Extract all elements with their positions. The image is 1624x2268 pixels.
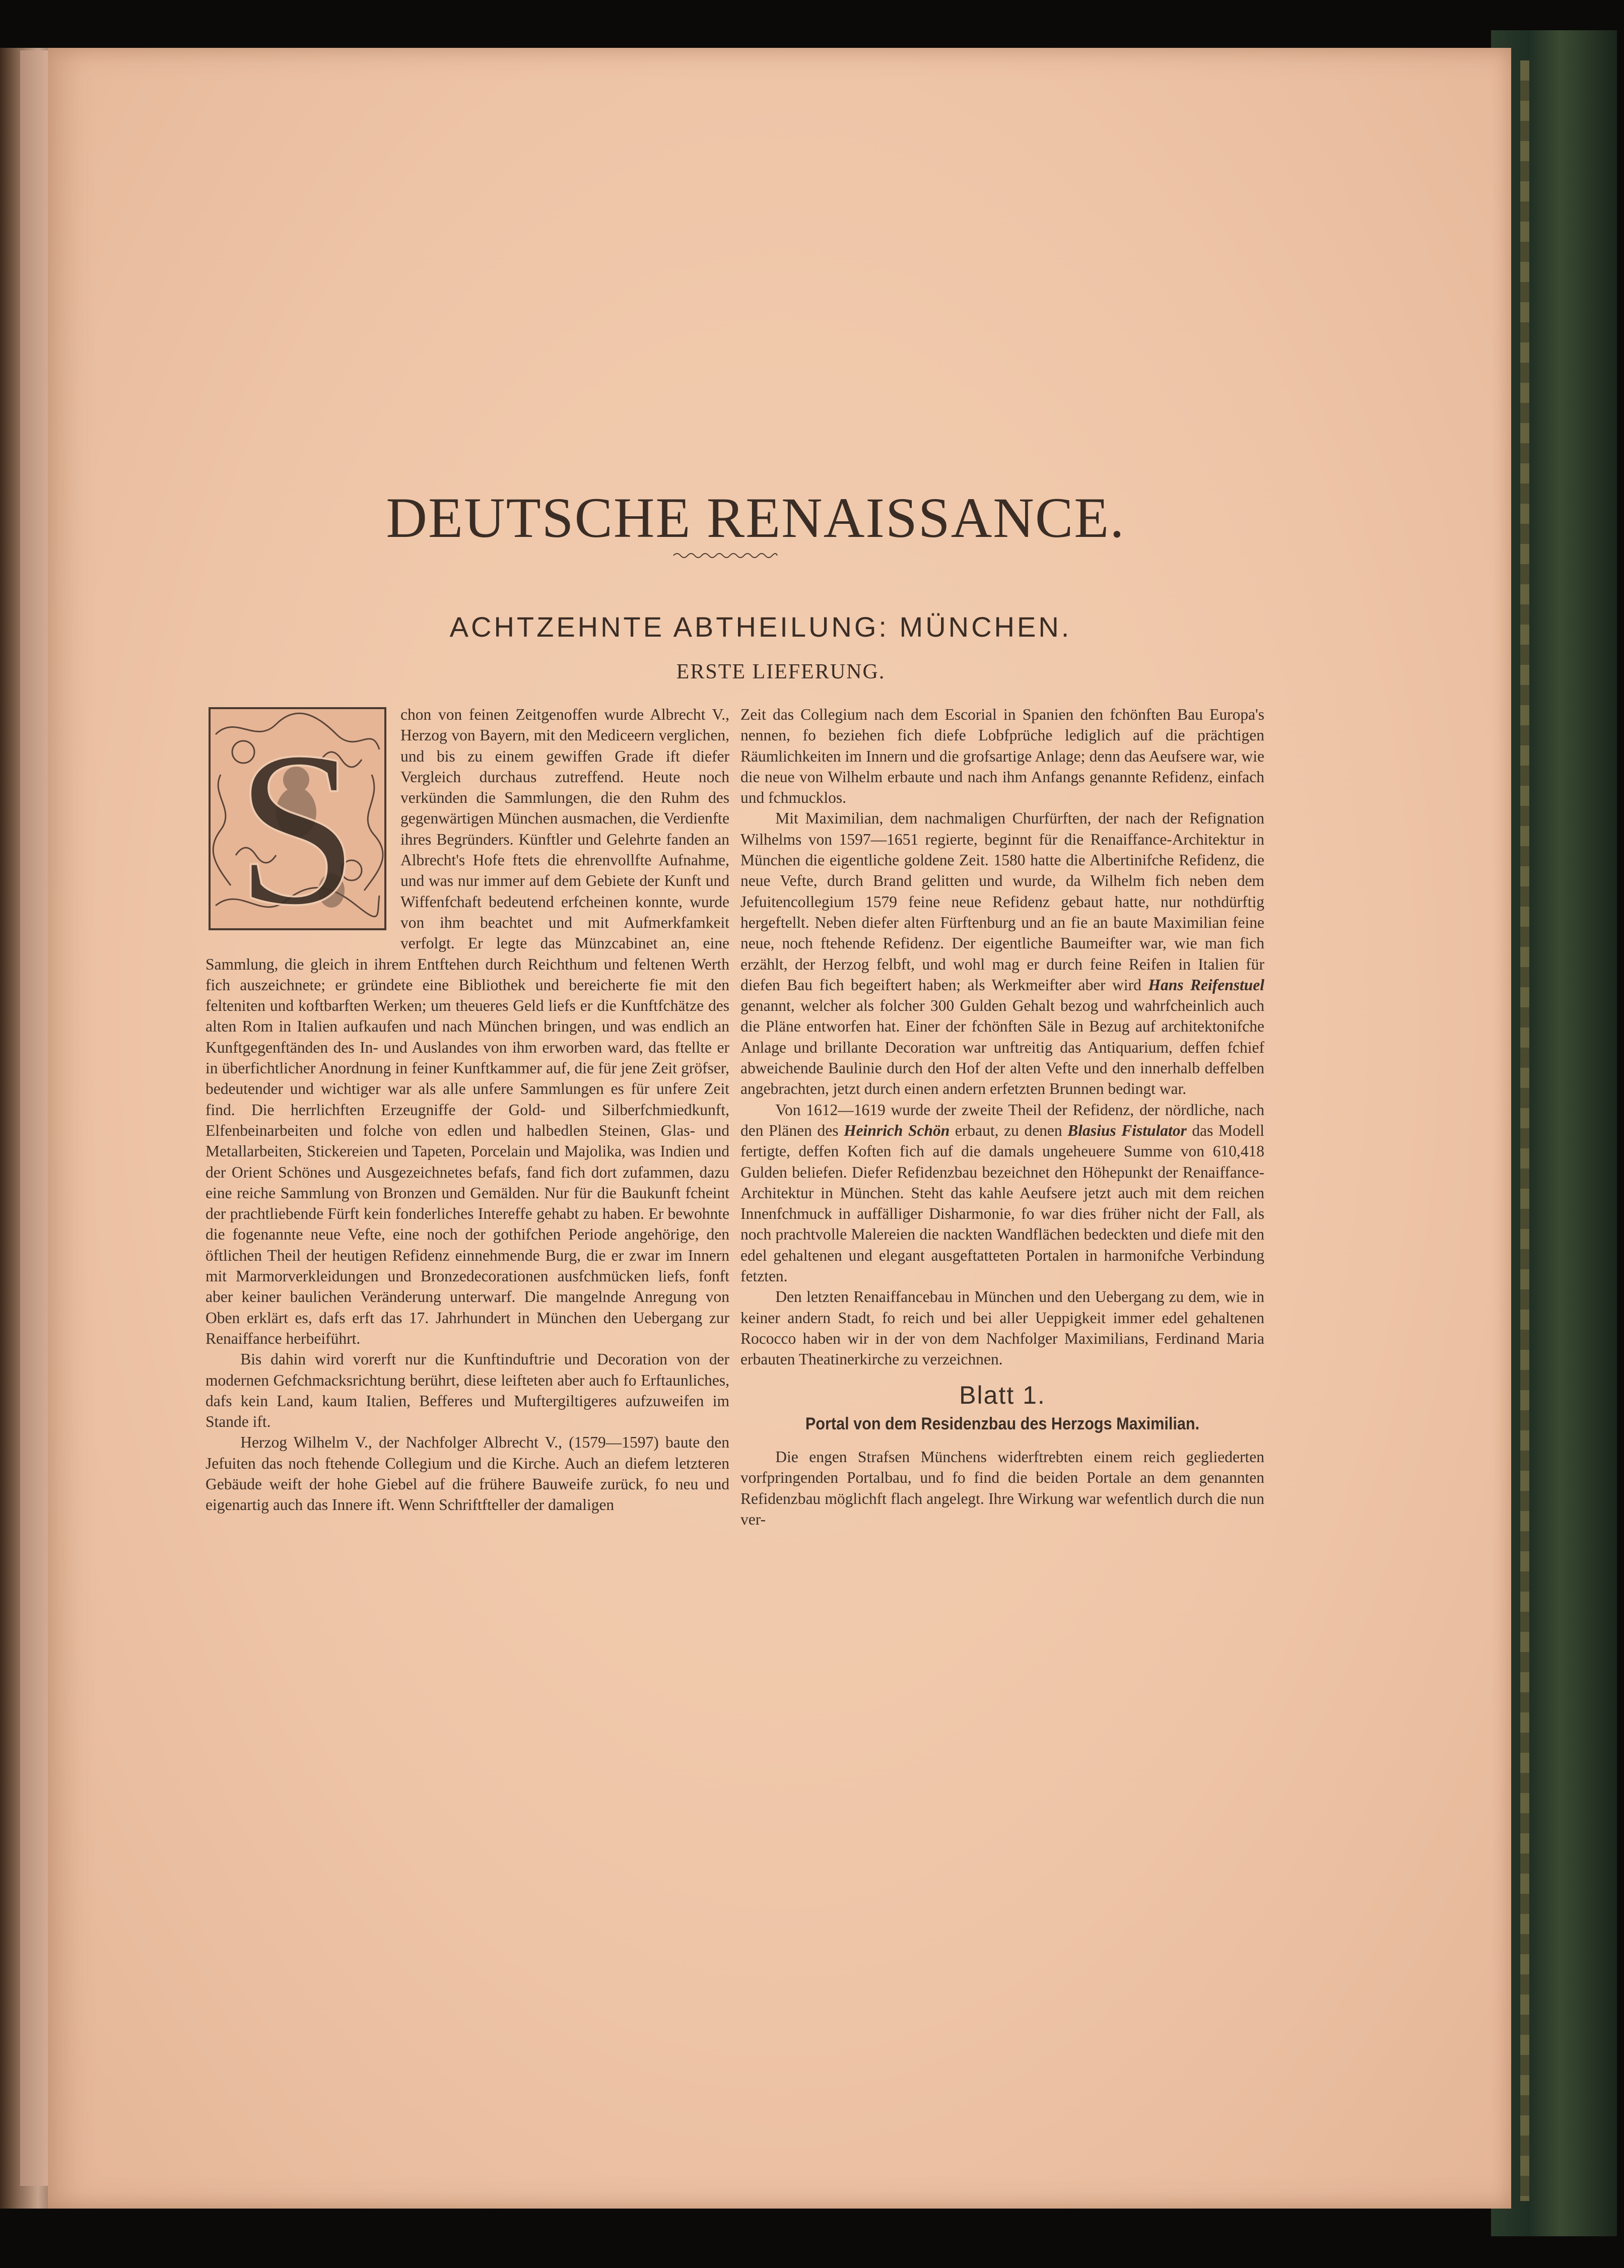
paragraph-3: Herzog Wilhelm V., der Nachfolger Albrecht V., (1579—1597) baute den Jefuiten das noch ftehende Collegium und die Kirche. Auch an diefem letzteren Gebäude weift der hohe Giebel auf die frühere Bauweife zurück, fo neu und eigenartig auch das Innere ift. Wenn Schriftfteller der damaligen <box>206 1433 729 1514</box>
delivery-title: ERSTE LIEFERUNG. <box>676 660 886 683</box>
right-text-column <box>740 704 1264 1530</box>
person-name: Hans Reifenstuel <box>1148 976 1264 994</box>
paragraph-2: Bis dahin wird vorerft nur die Kunftinduftrie und Decoration von der modernen Gefchmacksrichtung berührt, diese leifteten aber auch fo Erftaunliches, dafs kein Land, kaum Italien, Befferes und Muftergiltigeres aufzuweifen im Stande ift. <box>206 1350 729 1431</box>
binding-gilt-strip <box>1520 60 1529 2201</box>
title-ornament-rule <box>672 552 778 560</box>
text-run: das Modell fertigte, deffen Koften fich auf die damals ungeheuere Summe von 610,418 Gulden beliefen. Diefer Refidenzbau bezeichnet den Höhepunkt der Renaiffance-Architektur in München. Steht das kahle Aeufsere jetzt auch mit dem reichen Innenfchmuck in auffälliger Disharmonie, fo war dies früher nicht der Fall, als noch prachtvolle Malereien die nackten Wandflächen bedeckten und diefe mit den edel gehaltenen und elegant ausgeftatteten Portalen in harmonifche Verbindung fetzten. <box>740 1121 1265 1285</box>
plate-subtitle: Portal von dem Residenzbau des Herzogs Maximilian. <box>805 1414 1200 1433</box>
text-run: Von 1612—1619 wurde der zweite Theil der Refidenz, der nördliche, nach den Plänen des <box>740 1101 1264 1139</box>
page-title: DEUTSCHE RENAISSANCE. <box>386 486 1125 549</box>
section-title: ACHTZEHNTE ABTHEILUNG: MÜNCHEN. <box>449 611 1072 643</box>
paragraph-portal: Die engen Strafsen Münchens widerftrebten einem reich gegliederten vorfpringenden Portalbau, und fo find die beiden Portale an dem genannten Refidenzbau möglichft flach angelegt. Ihre Wirkung war wefentlich durch die nun ver- <box>740 1448 1264 1528</box>
dropcap-letter: S <box>235 706 359 933</box>
text-run: genannt, welcher als folcher 300 Gulden Gehalt bezog und wahrfcheinlich auch die Pläne entworfen hat. Einer der fchönften Säle in Bezug auf architektonifche Anlage und brillante Decoration war unftreitig das Antiquarium, deffen fchief abweichende Baulinie durch den Hof der alten Vefte und den innerhalb deffelben angebrachten, jetzt durch einen andern erfetzten Brunnen bedingt war. <box>740 997 1264 1098</box>
ornamental-initial-s <box>206 704 389 933</box>
person-name: Blasius Fistulator <box>1067 1121 1187 1139</box>
previous-page-sliver <box>20 50 50 2186</box>
paragraph-continued: Zeit das Collegium nach dem Escorial in Spanien den fchönften Bau Europa's nennen, fo beziehen fich diefe Lobfprüche lediglich auf die prächtigen Räumlichkeiten im Innern und die grofsartige Anlage; denn das Aeufsere war, wie die neue von Wilhelm erbaute und nach ihm Anfangs genannte Refidenz, einfach und fchmucklos. <box>740 706 1264 807</box>
left-text-column <box>206 704 729 1516</box>
text-run: Mit Maximilian, dem nachmaligen Churfürften, der nach der Refignation Wilhelms von 1597—1651 regierte, beginnt für die Renaiffance-Architektur in München die eigentliche goldene Zeit. 1580 hatte die Albertinifche Refidenz, die neue Vefte, durch Brand gelitten und wurde, da Wilhelm fich neben dem Jefuitencollegium 1579 feine neue Refidenz gebaut hatte, nur nothdürftig hergeftellt. Neben diefer alten Fürftenburg und an fie an baute Maximilian feine neue, noch ftehende Refidenz. Der eigentliche Baumeifter war, wie man fich erzählt, der Herzog felbft, und wohl mag er durch feine Reifen in Italien für diefen Bau fich begeiftert haben; als Werkmeifter aber wird <box>740 809 1264 994</box>
paragraph-second-part <box>740 1099 1264 1287</box>
paragraph-rococo: Den letzten Renaiffancebau in München und den Uebergang zu dem, wie in keiner andern Stadt, fo reich und bei aller Ueppigkeit immer edel gehaltenen Rococco haben wir in der von dem Nachfolger Maximilians, Ferdinand Maria erbauten Theatinerkirche zu verzeichnen. <box>740 1288 1264 1368</box>
paragraph-1: chon von feinen Zeitgenoffen wurde Albrecht V., Herzog von Bayern, mit den Mediceern verglichen, und bis zu einem gewiffen Grade ift diefer Vergleich durchaus zutreffend. Heute noch verkünden die Sammlungen, die den Ruhm des gegenwärtigen München ausmachen, die Verdienfte ihres Begründers. Künftler und Gelehrte fanden an Albrecht's Hofe ftets die ehrenvollfte Aufnahme, und was nur immer auf dem Gebiete der Kunft und Wiffenfchaft bedeutend erfcheinen konnte, wurde von ihm beachtet und mit Aufmerkfamkeit verfolgt. Er legte das Münzcabinet an, eine Sammlung, die gleich in ihrem Entftehen durch Reichthum und feltenen Werth fich auszeichnete; er gründete eine Bibliothek und bereicherte fie mit den felteniten und koftbarften Werken; um theueres Geld liefs er die Kunftfchätze des alten Rom in Italien aufkaufen und nach München bringen, und was endlich an Kunftgegenftänden des In- und Auslandes von ihm erworben ward, das ftellte er in überfichtlicher Anordnung in feiner Kunftkammer auf, die für jene Zeit gröfser, bedeutender und wichtiger war als alle unfere Sammlungen es für unfere Zeit find. Die herrlichften Erzeugniffe der Gold- und Silberfchmiedkunft, Elfenbeinarbeiten und folche von edlen und halbedlen Steinen, Glas- und Metallarbeiten, Stickereien und Tapeten, Porcelain und Majolika, was Indien und der Orient Schönes und Ausgezeichnetes befafs, fand fich dort zufammen, dazu eine reiche Sammlung von Bronzen und Gemälden. Nur für die Baukunft fcheint der prachtliebende Fürft kein fonderliches Intereffe gehabt zu haben. Er bewohnte die fogenannte neue Vefte, eine noch der gothifchen Periode angehörige, den öftlichen Theil der heutigen Refidenz einnehmende Burg, die er zwar im Innern mit Marmorverkleidungen und Bronzedecorationen ausfchmücken liefs, fonft aber keiner baulichen Veränderung unterwarf. Die mangelnde Anregung von Oben erklärt es, dafs erft das 17. Jahrhundert in München den Uebergang zur Renaiffance herbeiführt. <box>206 706 729 1347</box>
person-name: Heinrich Schön <box>844 1121 950 1139</box>
paragraph-maximilian <box>740 808 1264 1099</box>
text-run: erbaut, zu denen <box>955 1121 1062 1139</box>
plate-heading: Blatt 1. <box>959 1381 1046 1409</box>
